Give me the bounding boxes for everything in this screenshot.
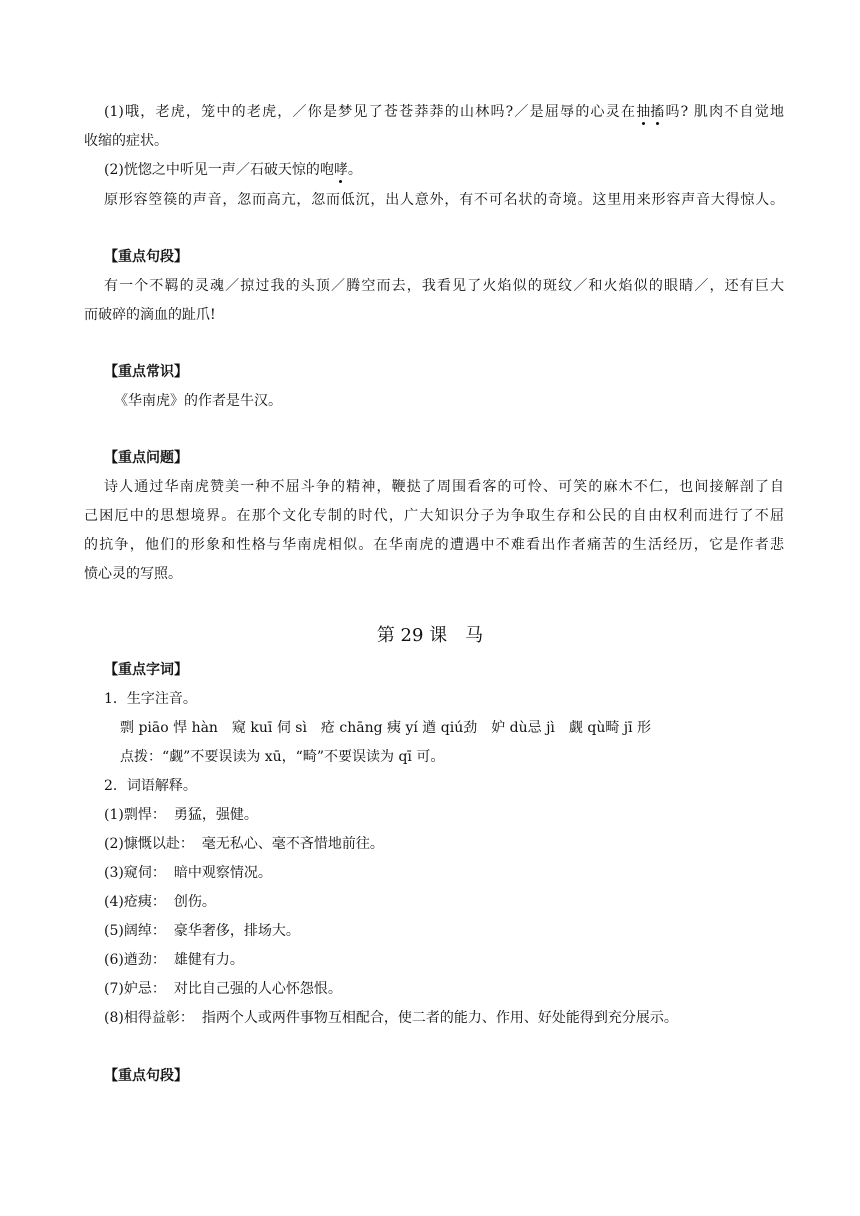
poem-line-2: (2)恍惚之中听见一声／石破天惊的咆哮。 (104, 162, 362, 178)
key-question-line-3: 的抗争，他们的形象和性格与华南虎相似。在华南虎的遭遇中不难看出作者痛苦的生活经历，它是作者悲 (84, 537, 784, 553)
section-heading-key-sentences: 【重点句段】 (104, 249, 188, 265)
definition-meaning: 豪华奢侈，排场大。 (173, 923, 300, 939)
pronunciation-tip: 点拨：“觑”不要误读为 xū，“畸”不要误读为 qī 可。 (120, 749, 445, 765)
definition-meaning: 对比自己强的人心怀怨恨。 (173, 981, 342, 997)
definition-term: (1)剽悍： (104, 807, 166, 823)
poem-line-1: (1)哦，老虎，笼中的老虎，／你是梦见了苍苍莽莽的山林吗?／是屈辱的心灵在抽搐吗? 肌肉不自觉地 (104, 104, 784, 120)
definition-term: (3)窥伺： (104, 865, 166, 881)
definition-meaning: 暗中观察情况。 (173, 865, 272, 881)
definition-item (104, 805, 258, 825)
definition-meaning: 勇猛，强健。 (173, 807, 258, 823)
explanation-text: 原形容箜篌的声音，忽而高亢，忽而低沉，出人意外，有不可名状的奇境。这里用来形容声音大得惊人。 (104, 192, 784, 208)
key-sentence-line-1: 有一个不羁的灵魂／掠过我的头顶／腾空而去，我看见了火焰似的斑纹／和火焰似的眼睛／，还有巨大 (104, 278, 784, 294)
key-question-line-2: 己困厄中的思想境界。在那个文化专制的时代，广大知识分子为争取生存和公民的自由权利而进行了不屈 (84, 508, 784, 524)
pronunciation-line: 剽 piāo 悍 hàn 窥 kuī 伺 sì 疮 chāng 痍 yí 遒 qiú劲 妒 dù忌 jì 觑 qù畸 jī 形 (120, 720, 652, 736)
lesson-title: 第 29 课 马 (376, 625, 484, 646)
definition-item (104, 834, 384, 854)
key-question-line-4: 愤心灵的写照。 (84, 566, 182, 582)
emphasis-char: 哮 (333, 162, 348, 178)
definition-term: (2)慷慨以赴： (104, 836, 194, 852)
definition-meaning: 创伤。 (173, 894, 216, 910)
definitions-heading: 2．词语解释。 (104, 778, 197, 794)
key-knowledge-text: 《华南虎》的作者是牛汉。 (114, 393, 282, 409)
definition-item (104, 863, 272, 883)
emphasis-char: 搐 (650, 104, 665, 120)
definition-item (104, 892, 216, 912)
definition-term: (4)疮痍： (104, 894, 166, 910)
section-heading-key-words: 【重点字词】 (104, 662, 188, 678)
definition-item (104, 950, 244, 970)
definition-term: (5)阔绰： (104, 923, 166, 939)
definition-meaning: 雄健有力。 (173, 952, 244, 968)
section-heading-key-question: 【重点问题】 (104, 450, 188, 466)
definition-meaning: 指两个人或两件事物互相配合，使二者的能力、作用、好处能得到充分展示。 (201, 1010, 678, 1026)
definition-item (104, 979, 342, 999)
definition-item (104, 1008, 678, 1028)
section-heading-key-knowledge: 【重点常识】 (104, 364, 188, 380)
key-question-line-1: 诗人通过华南虎赞美一种不屈斗争的精神，鞭挞了周围看客的可怜、可笑的麻木不仁，也间接解剖了自 (104, 479, 784, 495)
emphasis-char: 抽 (636, 104, 651, 120)
definition-meaning: 毫无私心、毫不吝惜地前往。 (201, 836, 384, 852)
definition-term: (7)妒忌： (104, 981, 166, 997)
section-heading-key-sentences-2: 【重点句段】 (104, 1068, 188, 1084)
pronunciation-heading: 1．生字注音。 (104, 691, 197, 707)
key-sentence-line-2: 而破碎的滴血的趾爪! (84, 307, 216, 323)
definition-term: (8)相得益彰： (104, 1010, 194, 1026)
poem-line-1-cont: 收缩的症状。 (84, 133, 168, 149)
definition-item (104, 921, 300, 941)
definition-term: (6)遒劲： (104, 952, 166, 968)
